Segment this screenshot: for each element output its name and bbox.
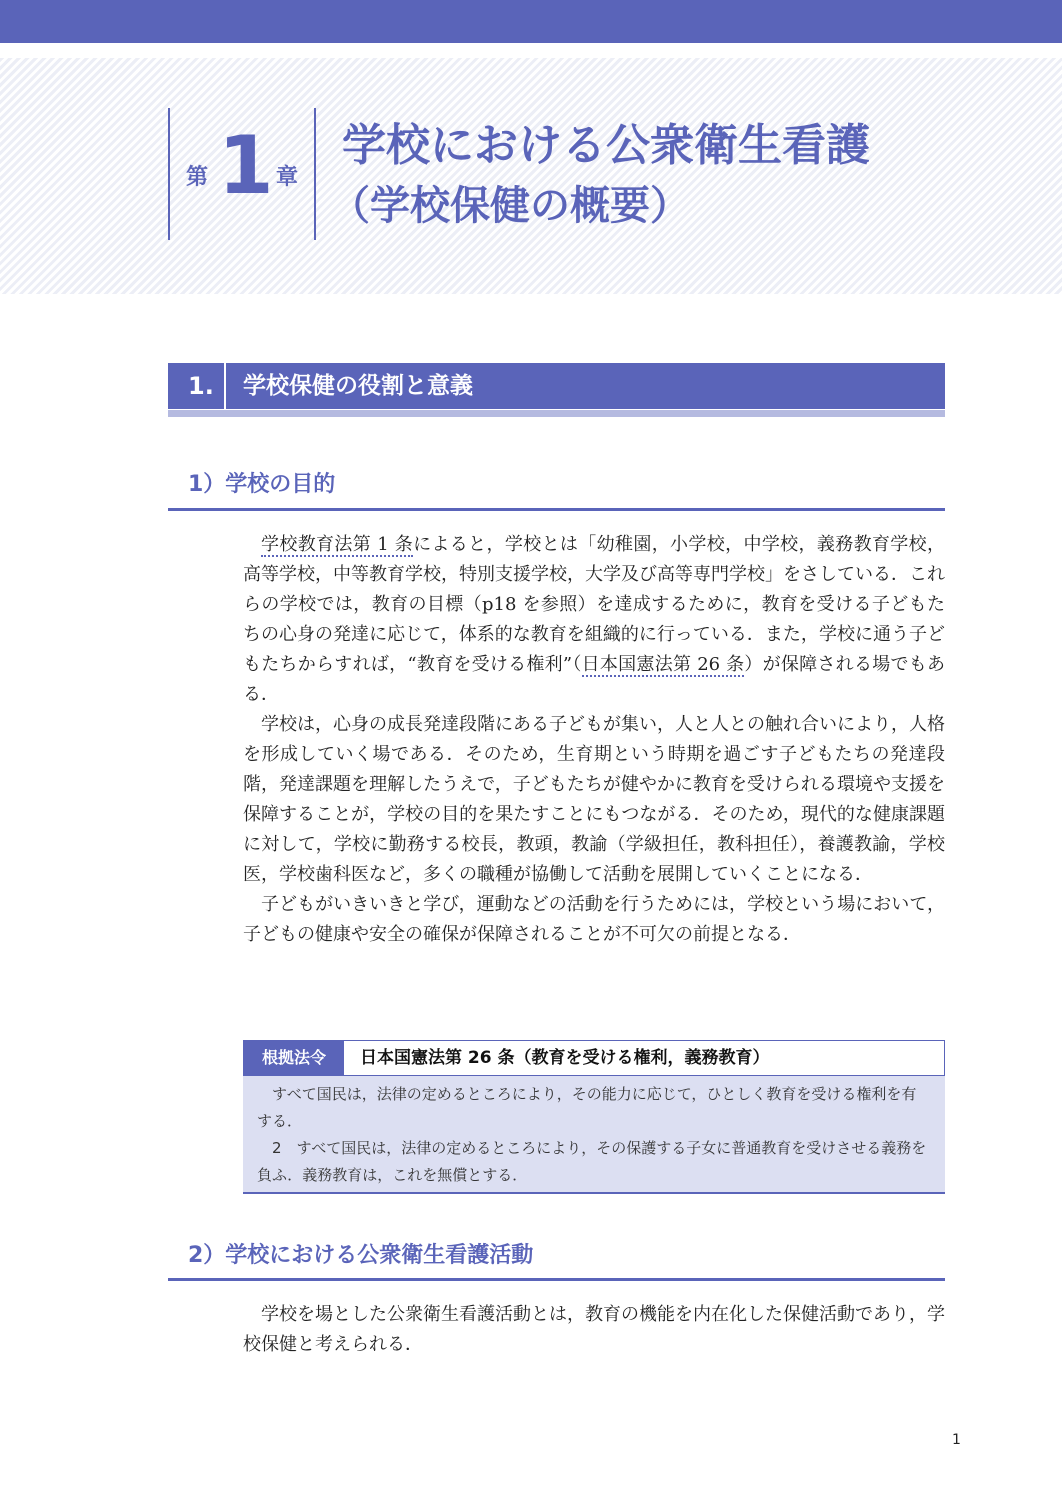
subsection-title-activity: 2）学校における公衆衛生看護活動 xyxy=(188,1243,534,1268)
law-paragraph: すべて国民は，法律の定めるところにより，その能力に応じて，ひとしく教育を受ける権利を有する． xyxy=(257,1085,917,1130)
section-number: 1. xyxy=(188,372,214,400)
legal-basis-title: 日本国憲法第 26 条（教育を受ける権利，義務教育） xyxy=(360,1048,770,1068)
section-heading xyxy=(168,363,945,409)
chapter-number: 1 xyxy=(218,119,274,212)
paragraph-text: ）が保障される場でもある． xyxy=(243,654,945,705)
subsection-rule xyxy=(168,1278,945,1281)
paragraph xyxy=(243,530,945,710)
paragraph: 子どもがいきいきと学び，運動などの活動を行うためには，学校という場において，子どもの健康や安全の確保が保障されることが不可欠の前提となる． xyxy=(243,894,945,945)
body-text-activity xyxy=(243,1300,945,1360)
subsection-title-purpose: 1）学校の目的 xyxy=(188,472,336,497)
section-divider xyxy=(224,363,226,409)
chapter-suffix: 章 xyxy=(276,165,299,190)
section-title: 学校保健の役割と意義 xyxy=(243,373,473,399)
legal-basis-box xyxy=(243,1040,945,1194)
legal-basis-body xyxy=(243,1076,945,1194)
chapter-left-rule xyxy=(168,108,170,240)
chapter-prefix: 第 xyxy=(186,165,209,190)
paragraph: 学校は，心身の成長発達段階にある子どもが集い，人と人との触れ合いにより，人格を形成していく場である．そのため，生育期という時期を過ごす子どもたちの発達段階，発達課題を理解したうえで，子どもたちが健やかに教育を受けられる環境や支援を保障することが，学校の目的を果たすことにもつながる．そのため，現代的な健康課題に対して，学校に勤務する校長，教頭，教諭（学級担任，教科担任），養護教諭，学校医，学校歯科医など，多くの職種が協働して活動を展開していくことになる． xyxy=(243,714,945,885)
law-reference-link[interactable]: 日本国憲法第 26 条 xyxy=(581,654,745,675)
page-number: 1 xyxy=(952,1432,961,1448)
legal-basis-header xyxy=(243,1040,945,1076)
chapter-title: 学校における公衆衛生看護 xyxy=(342,120,870,171)
top-color-bar xyxy=(0,0,1062,43)
legal-basis-tag: 根拠法令 xyxy=(244,1041,344,1075)
law-paragraph: 2 すべて国民は，法律の定めるところにより，その保護する子女に普通教育を受けさせる義務を負ふ．義務教育は，これを無償とする． xyxy=(257,1139,927,1184)
subsection-rule xyxy=(168,508,945,511)
law-reference-link[interactable]: 学校教育法第 1 条 xyxy=(261,534,414,555)
paragraph: 学校を場とした公衆衛生看護活動とは，教育の機能を内在化した保健活動であり，学校保健と考えられる． xyxy=(243,1304,945,1355)
chapter-header-band xyxy=(0,58,1062,294)
paragraph-text: によると，学校とは「幼稚園，小学校，中学校，義務教育学校，高等学校，中等教育学校，特別支援学校，大学及び高等専門学校」をさしている．これらの学校では，教育の目標（p18 を参照）を達成するために，教育を受ける子どもたちの心身の発達に応じて，体系的な教育を組織的に行っている．また，学校に通う子どもたちからすれば，“教育を受ける権利”（ xyxy=(243,534,945,675)
section-underline xyxy=(168,410,945,417)
chapter-subtitle: （学校保健の概要） xyxy=(330,183,690,229)
body-text-purpose xyxy=(243,530,945,950)
chapter-right-rule xyxy=(314,108,316,240)
